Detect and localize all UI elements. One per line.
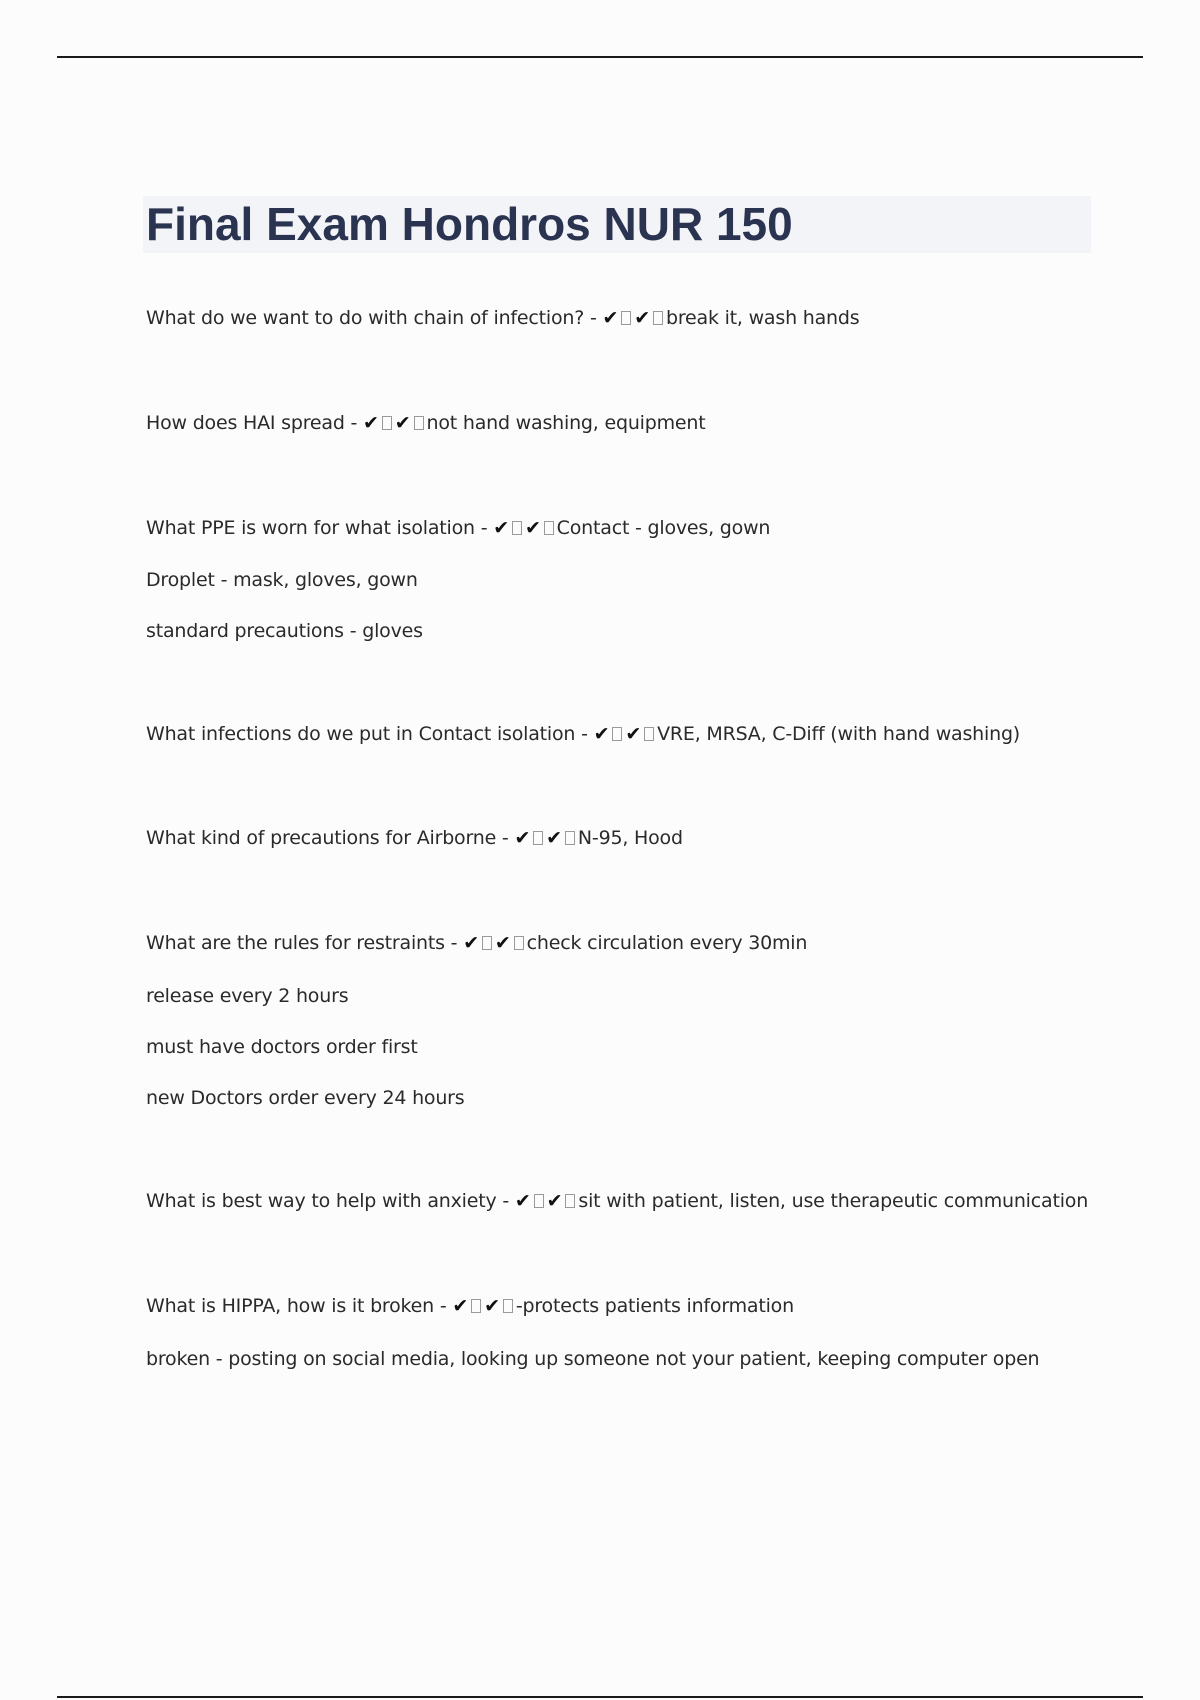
answer-continuation-line: new Doctors order every 24 hours xyxy=(146,1087,465,1109)
checkmark-icon: ✔ xyxy=(546,1190,563,1212)
answer-separator: - xyxy=(474,517,494,539)
question-text: How does HAI spread xyxy=(146,412,345,434)
missing-glyph-box-icon xyxy=(565,831,575,845)
checkmark-icon: ✔ xyxy=(524,517,541,539)
missing-glyph-box-icon xyxy=(512,521,522,535)
answer-text: VRE, MRSA, C-Diff (with hand washing) xyxy=(657,723,1021,745)
qa-question-line xyxy=(146,1294,794,1318)
answer-continuation-line: must have doctors order first xyxy=(146,1036,418,1058)
missing-glyph-box-icon xyxy=(503,1299,513,1313)
answer-separator: - xyxy=(584,307,603,329)
checkmark-icon: ✔ xyxy=(394,412,411,434)
missing-glyph-box-icon xyxy=(534,1194,544,1208)
checkmark-icon: ✔ xyxy=(452,1295,469,1317)
checkmark-icon: ✔ xyxy=(514,1190,531,1212)
answer-continuation-line: broken - posting on social media, looking up someone not your patient, keeping computer open xyxy=(146,1348,1040,1370)
answer-separator: - xyxy=(434,1295,453,1317)
qa-question-line xyxy=(146,722,1020,746)
answer-separator: - xyxy=(496,827,515,849)
missing-glyph-box-icon xyxy=(471,1299,481,1313)
checkmark-icon: ✔ xyxy=(494,932,511,954)
top-rule xyxy=(57,56,1143,58)
qa-question-line xyxy=(146,931,807,955)
checkmark-icon: ✔ xyxy=(602,307,619,329)
checkmark-icon: ✔ xyxy=(546,827,562,849)
bottom-rule xyxy=(57,1696,1143,1698)
question-text: What infections do we put in Contact isolation xyxy=(146,723,576,745)
title-banner xyxy=(143,196,1091,253)
missing-glyph-box-icon xyxy=(382,416,392,430)
answer-continuation-line: standard precautions - gloves xyxy=(146,620,423,642)
answer-continuation-line: Droplet - mask, gloves, gown xyxy=(146,569,418,591)
answer-separator: - xyxy=(444,932,464,954)
missing-glyph-box-icon xyxy=(414,416,424,430)
missing-glyph-box-icon xyxy=(644,727,654,741)
answer-text: break it, wash hands xyxy=(665,307,860,329)
question-text: What are the rules for restraints xyxy=(146,932,445,954)
qa-question-line xyxy=(146,826,683,850)
answer-text: check circulation every 30min xyxy=(526,932,808,954)
missing-glyph-box-icon xyxy=(514,936,524,950)
checkmark-icon: ✔ xyxy=(484,1295,500,1317)
question-text: What is HIPPA, how is it broken xyxy=(146,1295,435,1317)
page-title: Final Exam Hondros NUR 150 xyxy=(146,198,793,250)
missing-glyph-box-icon xyxy=(544,521,554,535)
question-text: What kind of precautions for Airborne xyxy=(146,827,497,849)
checkmark-icon: ✔ xyxy=(493,517,509,539)
answer-separator: - xyxy=(344,412,364,434)
missing-glyph-box-icon xyxy=(533,831,543,845)
checkmark-icon: ✔ xyxy=(634,307,650,329)
question-text: What PPE is worn for what isolation xyxy=(146,517,475,539)
answer-text: not hand washing, equipment xyxy=(426,412,706,434)
question-text: What do we want to do with chain of infection? xyxy=(146,307,585,329)
qa-question-line xyxy=(146,411,706,435)
answer-separator: - xyxy=(496,1190,515,1212)
qa-question-line xyxy=(146,306,859,330)
question-text: What is best way to help with anxiety xyxy=(146,1190,497,1212)
checkmark-icon: ✔ xyxy=(363,412,379,434)
missing-glyph-box-icon xyxy=(653,311,663,325)
missing-glyph-box-icon xyxy=(565,1194,575,1208)
qa-question-line xyxy=(146,1189,1088,1213)
answer-continuation-line: release every 2 hours xyxy=(146,985,349,1007)
checkmark-icon: ✔ xyxy=(514,827,531,849)
checkmark-icon: ✔ xyxy=(593,723,610,745)
checkmark-icon: ✔ xyxy=(625,723,642,745)
missing-glyph-box-icon xyxy=(482,936,492,950)
missing-glyph-box-icon xyxy=(621,311,631,325)
answer-text: N-95, Hood xyxy=(577,827,683,849)
answer-separator: - xyxy=(575,723,594,745)
missing-glyph-box-icon xyxy=(612,727,622,741)
checkmark-icon: ✔ xyxy=(463,932,479,954)
answer-text: Contact - gloves, gown xyxy=(556,517,771,539)
qa-question-line xyxy=(146,516,770,540)
answer-text: sit with patient, listen, use therapeutic communication xyxy=(578,1190,1089,1212)
answer-text: -protects patients information xyxy=(515,1295,794,1317)
